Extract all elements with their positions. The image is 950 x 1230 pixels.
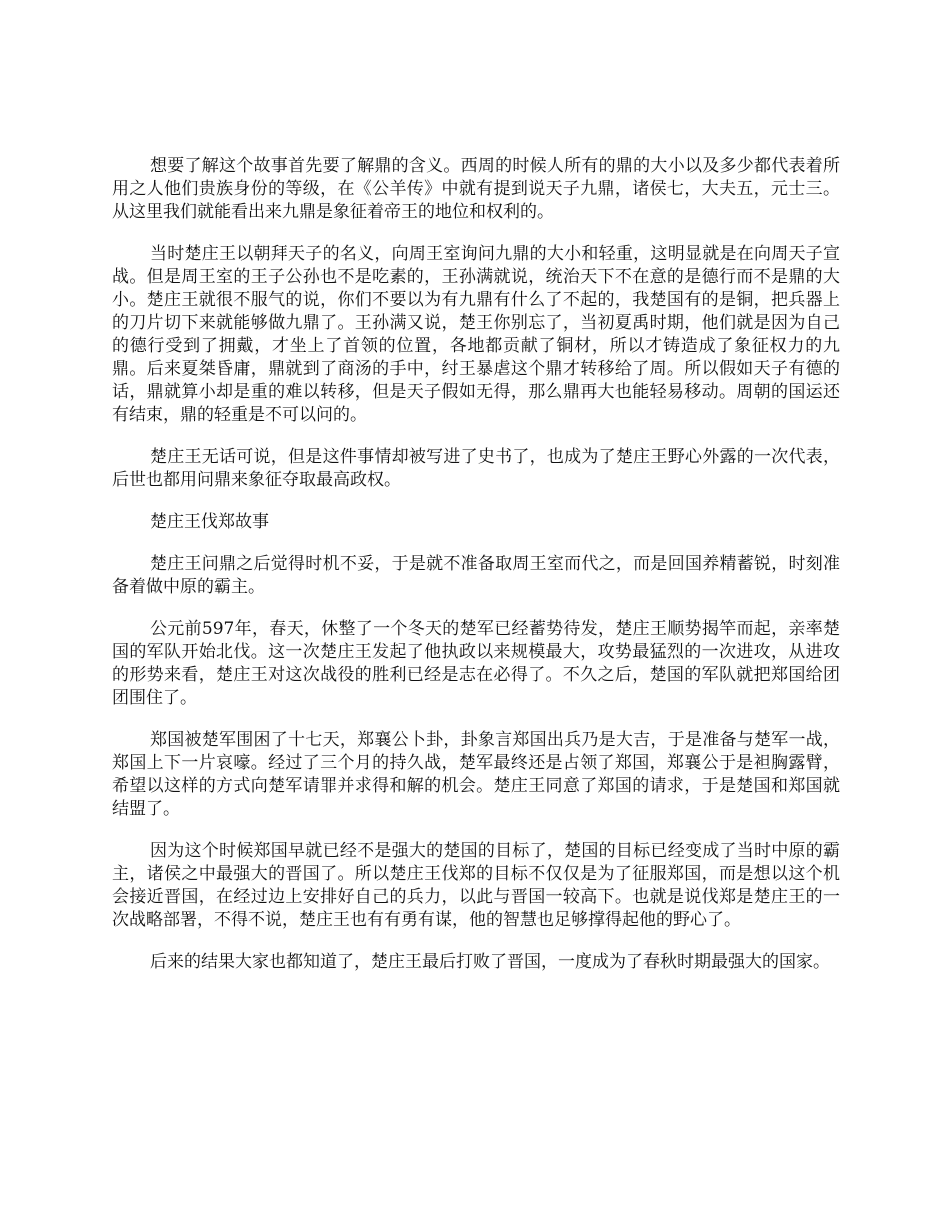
paragraph-conclusion: 后来的结果大家也都知道了，楚庄王最后打败了晋国，一度成为了春秋时期最强大的国家。 xyxy=(150,952,830,972)
paragraph-return-home: 楚庄王问鼎之后觉得时机不妥，于是就不准备取周王室而代之，而是回国养精蓄锐，时刻准备着做中原的霸主。 xyxy=(112,554,840,597)
paragraph-nine-tripods-meaning: 想要了解这个故事首先要了解鼎的含义。西周的时候人所有的鼎的大小以及多少都代表着所用之人他们贵族身份的等级，在《公羊传》中就有提到说天子九鼎，诸侯七，大夫五，元士三。从这里我们就能看出来九鼎是象征着帝王的地位和权利的。 xyxy=(112,156,840,222)
paragraph-zheng-siege: 郑国被楚军围困了十七天，郑襄公卜卦，卦象言郑国出兵乃是大吉，于是准备与楚军一战，郑国上下一片哀嚎。经过了三个月的持久战，楚军最终还是占领了郑国，郑襄公于是袒胸露臂，希望以这样的方式向楚军请罪并求得和解的机会。楚庄王同意了郑国的请求，于是楚国和郑国就结盟了。 xyxy=(112,730,840,819)
paragraph-asking-tripods: 当时楚庄王以朝拜天子的名义，向周王室询问九鼎的大小和轻重，这明显就是在向周天子宣战。但是周王室的王子公孙也不是吃素的，王孙满就说，统治天下不在意的是德行而不是鼎的大小。楚庄王就很不服气的说，你们不要以为有九鼎有什么了不起的，我楚国有的是铜，把兵器上的刀片切下来就能够做九鼎了。王孙满又说，楚王你别忘了，当初夏禹时期，他们就是因为自己的德行受到了拥戴，才坐上了首领的位置，各地都贡献了铜材，所以才铸造成了象征权力的九鼎。后来夏桀昏庸，鼎就到了商汤的手中，纣王暴虐这个鼎才转移给了周。所以假如天子有德的话，鼎就算小却是重的难以转移，但是天子假如无得，那么鼎再大也能轻易移动。周朝的国运还有结束，鼎的轻重是不可以问的。 xyxy=(112,244,840,425)
paragraph-northern-expedition: 公元前597年，春天，休整了一个冬天的楚军已经蓄势待发，楚庄王顺势揭竿而起，亲率楚国的军队开始北伐。这一次楚庄王发起了他执政以来规模最大，攻势最猛烈的一次进攻，从进攻的形势来看，楚庄王对这次战役的胜利已经是志在必得了。不久之后，楚国的军队就把郑国给团团围住了。 xyxy=(112,619,840,708)
document-body xyxy=(112,155,840,993)
section-heading: 楚庄王伐郑故事 xyxy=(150,512,269,532)
paragraph-strategy-jin: 因为这个时候郑国早就已经不是强大的楚国的目标了，楚国的目标已经变成了当时中原的霸主，诸侯之中最强大的晋国了。所以楚庄王伐郑的目标不仅仅是为了征服郑国，而是想以这个机会接近晋国，在经过边上安排好自己的兵力，以此与晋国一较高下。也就是说伐郑是楚庄王的一次战略部署，不得不说，楚庄王也有有勇有谋，他的智慧也足够撑得起他的野心了。 xyxy=(112,841,840,930)
paragraph-history-record: 楚庄王无话可说，但是这件事情却被写进了史书了，也成为了楚庄王野心外露的一次代表，后世也都用问鼎来象征夺取最高政权。 xyxy=(112,447,840,490)
